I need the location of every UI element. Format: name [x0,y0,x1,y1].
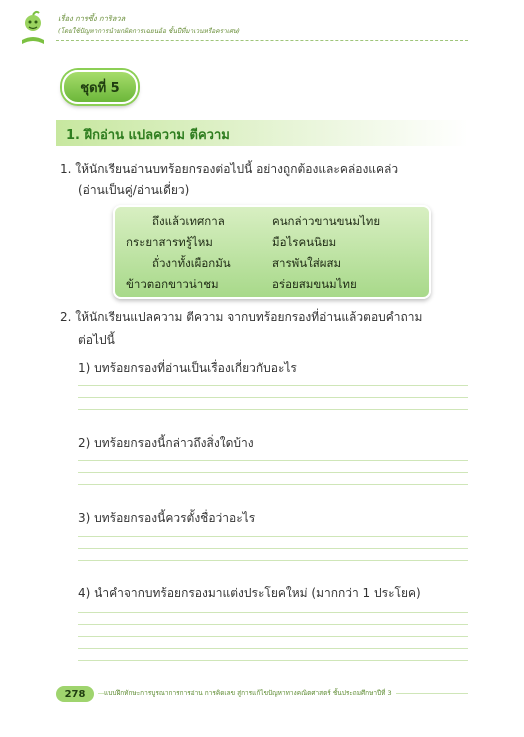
header-title: เรื่อง การซึ้ง การิลวล [58,14,126,23]
subquestion-4: 4) นำคำจากบทร้อยกรองมาแต่งประโยคใหม่ (มากกว่า 1 ประโยค) [78,586,421,600]
poem-line: กระยาสารทรู้ไหม [126,235,213,249]
question-2-line-1: 2. ให้นักเรียนแปลความ ตีความ จากบทร้อยกรองที่อ่านแล้วตอบคำถาม [60,310,423,324]
answer-line[interactable] [78,472,468,473]
question-1-line-2: (อ่านเป็นคู่/อ่านเดี่ยว) [78,183,190,197]
poem-line: มือไรคนนิยม [272,235,337,249]
answer-line[interactable] [78,536,468,537]
poem-line: ข้าวตอกขาวน่าชม [126,277,219,291]
subquestion-2: 2) บทร้อยกรองนี้กล่าวถึงสิ่งใดบ้าง [78,436,254,450]
answer-line[interactable] [78,636,468,637]
answer-line[interactable] [78,660,468,661]
poem-line: คนกล่าวขานขนมไทย [272,214,381,228]
poem-line: ถึงแล้วเทศกาล [152,214,225,228]
answer-line[interactable] [78,560,468,561]
header-subtitle: (โดยใช้ปัญหาการนำยกผิดการเฉยนอ้อ ชั้นปีที่มาเวนหรือคราเศษ) [58,27,240,35]
answer-line[interactable] [78,409,468,410]
answer-line[interactable] [78,385,468,386]
section-title: 1. ฝึกอ่าน แปลความ ตีความ [66,128,230,143]
answer-line[interactable] [78,548,468,549]
footer-text: แบบฝึกทักษะการบูรณาการการอ่าน การคิดเลข สู่การแก้ไขปัญหาทางคณิตศาสตร์ ชั้นประถมศึกษาปีที่ 3 [104,688,396,698]
book-mascot-icon [18,10,48,46]
header-divider [56,40,468,41]
answer-line[interactable] [78,612,468,613]
poem-line: สารพันใส่ผสม [272,256,342,270]
answer-line[interactable] [78,460,468,461]
question-1-line-1: 1. ให้นักเรียนอ่านบทร้อยกรองต่อไปนี้ อย่างถูกต้องและคล่องแคล่ว [60,162,399,176]
set-badge: ชุดที่ 5 [62,70,138,104]
question-2-line-2: ต่อไปนี้ [78,333,115,347]
poem-line: อร่อยสมขนมไทย [272,277,357,291]
answer-line[interactable] [78,484,468,485]
poem-line: ถั่วงาทั้งเผือกมัน [152,256,231,270]
subquestion-1: 1) บทร้อยกรองที่อ่านเป็นเรื่องเกี่ยวกับอะไร [78,361,297,375]
answer-line[interactable] [78,648,468,649]
answer-line[interactable] [78,397,468,398]
subquestion-3: 3) บทร้อยกรองนี้ควรตั้งชื่อว่าอะไร [78,511,256,525]
answer-line[interactable] [78,624,468,625]
page-number: 278 [56,686,94,702]
